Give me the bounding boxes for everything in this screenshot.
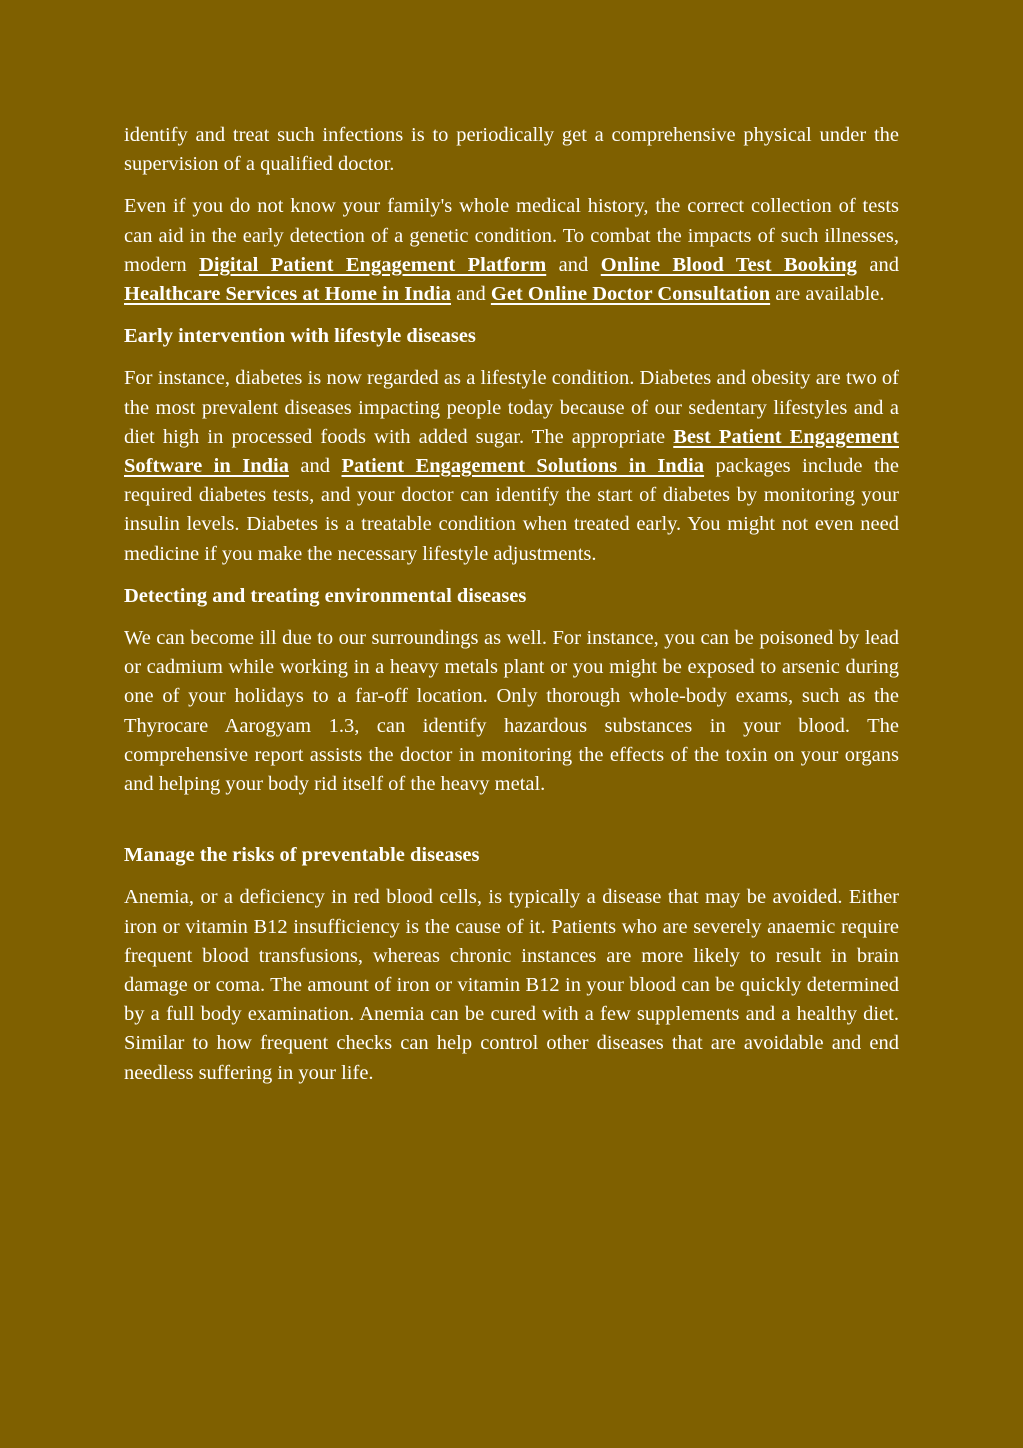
paragraph-text: Anemia, or a deficiency in red blood cells, is typically a disease that may be avoided. Either iron or vitamin B12 insufficiency is the cause of it. Patients who are severely anaemic require frequent blood transfusions, whereas chronic instances are more likely to result in brain damage or coma. The amount of iron or vitamin B12 in your blood can be quickly determined by a full body examination. Anemia can be cured with a few supplements and a healthy diet. Similar to how frequent checks can help control other diseases that are avoidable and end needless suffering in your life. bbox=[124, 886, 899, 1084]
paragraph-text: are available. bbox=[770, 283, 885, 306]
paragraph-text: identify and treat such infections is to periodically get a comprehensive physical under the supervision of a qualified doctor. bbox=[124, 124, 899, 176]
paragraph-text: and bbox=[451, 283, 491, 306]
heading-preventable-diseases: Manage the risks of preventable diseases bbox=[124, 844, 480, 867]
link-healthcare-services-at-home[interactable]: Healthcare Services at Home in India bbox=[124, 283, 452, 306]
link-digital-patient-engagement-platform[interactable]: Digital Patient Engagement Platform bbox=[199, 253, 547, 276]
paragraph-text: and bbox=[288, 455, 342, 478]
paragraph-text: and bbox=[546, 253, 601, 276]
paragraph-text: packages include the required diabetes tests, and your doctor can identify the start of diabetes by monitoring your insulin levels. Diabetes is a treatable condition when treated early. You might not even need medicine if you make the necessary lifestyle adjustments. bbox=[124, 455, 899, 565]
paragraph-anemia bbox=[124, 883, 899, 1087]
article-body bbox=[124, 121, 899, 1101]
paragraph-text: We can become ill due to our surroundings as well. For instance, you can be poisoned by lead or cadmium while working in a heavy metals plant or you might be exposed to arsenic during one of your holidays to a far-off location. Only thorough whole-body exams, such as the Thyrocare Aarogyam 1.3, can identify hazardous substances in your blood. The comprehensive report assists the doctor in monitoring the effects of the toxin on your organs and helping your body rid itself of the heavy metal. bbox=[124, 627, 899, 796]
link-best-patient-engagement-software[interactable]: Best Patient Engagement Software in India bbox=[124, 425, 899, 478]
link-get-online-doctor-consultation[interactable]: Get Online Doctor Consultation bbox=[490, 283, 771, 306]
paragraph-diabetes bbox=[124, 364, 899, 568]
paragraph-text: Even if you do not know your family's whole medical history, the correct collection of tests can aid in the early detection of a genetic condition. To combat the impacts of such illnesses, modern bbox=[124, 195, 899, 276]
paragraph-genetic-conditions bbox=[124, 192, 899, 309]
link-online-blood-test-booking[interactable]: Online Blood Test Booking bbox=[600, 253, 857, 276]
paragraph-environmental bbox=[124, 624, 899, 799]
paragraph-text: For instance, diabetes is now regarded as a lifestyle condition. Diabetes and obesity are two of the most prevalent diseases impacting people today because of our sedentary lifestyles and a diet high in processed foods with added sugar. The appropriate bbox=[124, 367, 899, 448]
heading-lifestyle-diseases: Early intervention with lifestyle diseases bbox=[124, 325, 476, 348]
paragraph-infections bbox=[124, 121, 899, 179]
paragraph-text: and bbox=[856, 253, 899, 276]
link-patient-engagement-solutions[interactable]: Patient Engagement Solutions in India bbox=[341, 455, 705, 478]
heading-environmental-diseases: Detecting and treating environmental diseases bbox=[124, 584, 527, 607]
